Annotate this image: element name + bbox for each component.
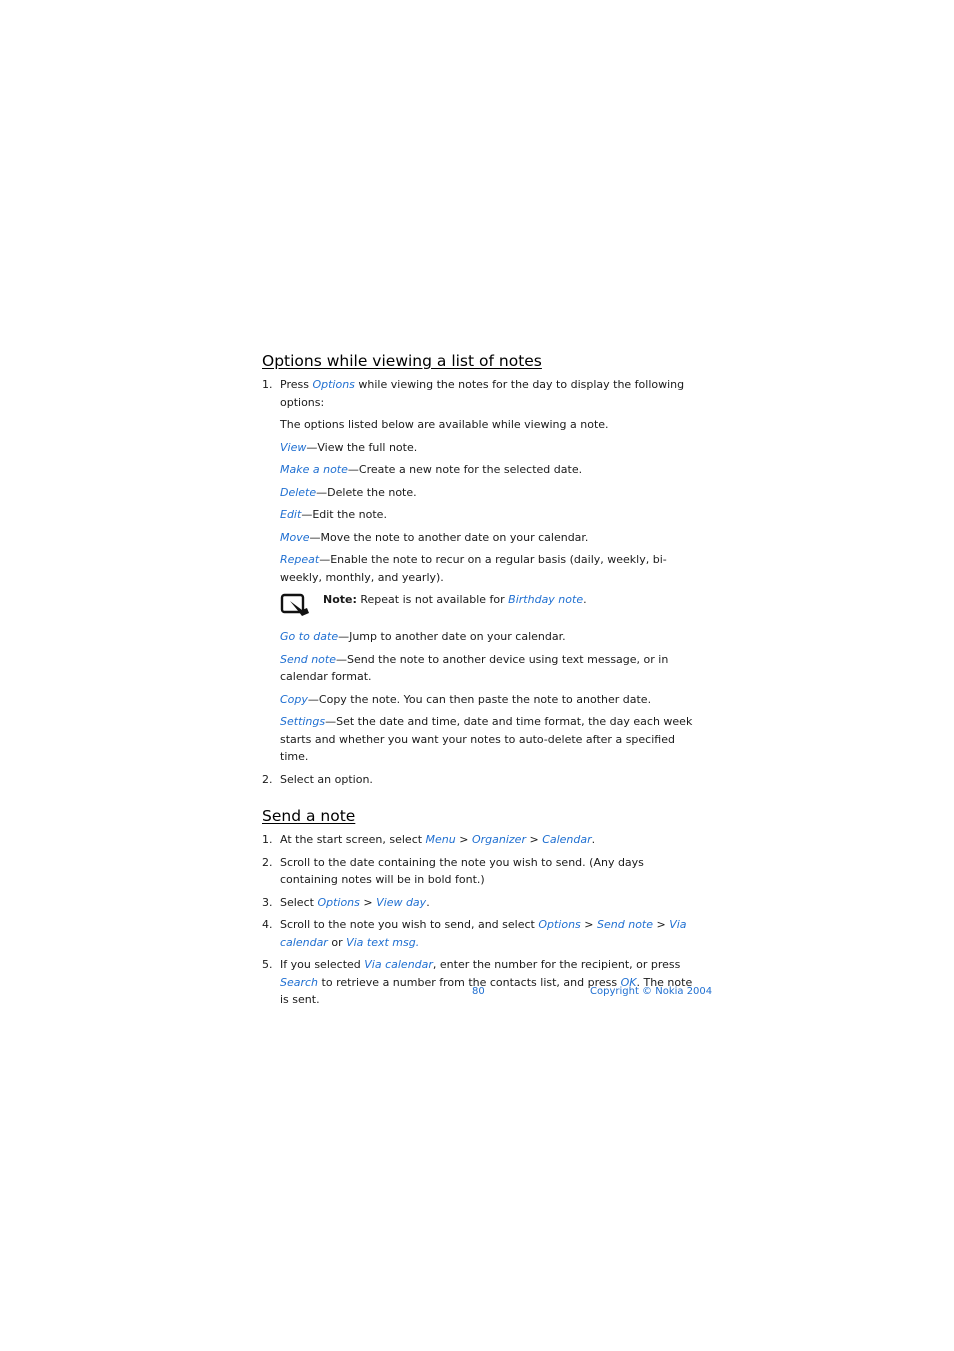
note-icon	[280, 592, 312, 618]
option-item	[280, 506, 698, 524]
copyright: Copyright © Nokia 2004	[590, 986, 713, 997]
option-item	[280, 628, 698, 646]
option-desc: —Send the note to another device using text message, or in calendar format.	[280, 652, 669, 683]
option-desc: —Set the date and time, date and time format, the day each week starts and whether you want your notes to auto-delete after a specified time.	[280, 715, 693, 763]
note-label: Note:	[323, 593, 357, 606]
option-item	[280, 484, 698, 502]
options-list	[262, 439, 698, 587]
option-name: Repeat	[280, 553, 320, 566]
options-softkey: Options	[312, 378, 355, 391]
option-desc: —Jump to another date on your calendar.	[338, 630, 566, 643]
birthday-note-ui: Birthday note	[508, 593, 584, 606]
option-item	[280, 439, 698, 457]
send-step-5: 5. If you selected Via calendar, enter the number for the recipient, or press Search to retrieve a number from the contacts list, and press OK. The note is sent.	[262, 958, 693, 1006]
option-name: Make a note	[280, 463, 348, 476]
step-1: 1. Press Options while viewing the notes for the day to display the following options:	[262, 378, 685, 409]
option-name: Move	[280, 530, 310, 544]
option-name: Copy	[280, 692, 308, 706]
section-heading-send: Send a note	[262, 807, 356, 825]
send-step-1: 1. At the start screen, select Menu > Organizer > Calendar.	[262, 833, 596, 846]
option-item	[280, 461, 698, 479]
option-name: Edit	[280, 508, 302, 521]
option-item	[280, 551, 698, 586]
option-name: View	[280, 440, 307, 454]
option-item	[280, 691, 698, 709]
option-name: Go to date	[280, 630, 339, 643]
option-item	[280, 529, 698, 547]
option-desc: —Create a new note for the selected date.	[347, 463, 583, 476]
option-name: Delete	[280, 485, 317, 499]
option-desc: —Enable the note to recur on a regular basis (daily, weekly, bi-weekly, monthly, and yearly).	[280, 553, 667, 584]
option-item	[280, 713, 698, 766]
page-number: 80	[472, 986, 485, 997]
page-content	[262, 350, 698, 1009]
option-item	[280, 651, 698, 686]
note-box: Note: Repeat is not available for Birthday note.	[280, 591, 698, 618]
options-list-2	[262, 628, 698, 766]
step-2: 2. Select an option.	[262, 772, 373, 786]
option-desc: —Move the note to another date on your calendar.	[309, 530, 589, 544]
option-desc: —Edit the note.	[301, 508, 387, 521]
options-intro: The options listed below are available while viewing a note.	[280, 418, 609, 431]
send-step-3: 3. Select Options > View day.	[262, 895, 430, 909]
option-desc: —View the full note.	[306, 440, 418, 454]
option-desc: —Copy the note. You can then paste the note to another date.	[307, 692, 652, 706]
option-name: Settings	[280, 715, 326, 728]
option-name: Send note	[280, 652, 336, 666]
send-step-2: 2. Scroll to the date containing the note you wish to send. (Any days containing notes will be in bold font.)	[262, 855, 644, 886]
section-heading-options: Options while viewing a list of notes	[262, 352, 542, 370]
option-desc: —Delete the note.	[316, 485, 417, 499]
send-step-4: 4. Scroll to the note you wish to send, and select Options > Send note > Via calendar or Via text msg.	[262, 918, 687, 949]
